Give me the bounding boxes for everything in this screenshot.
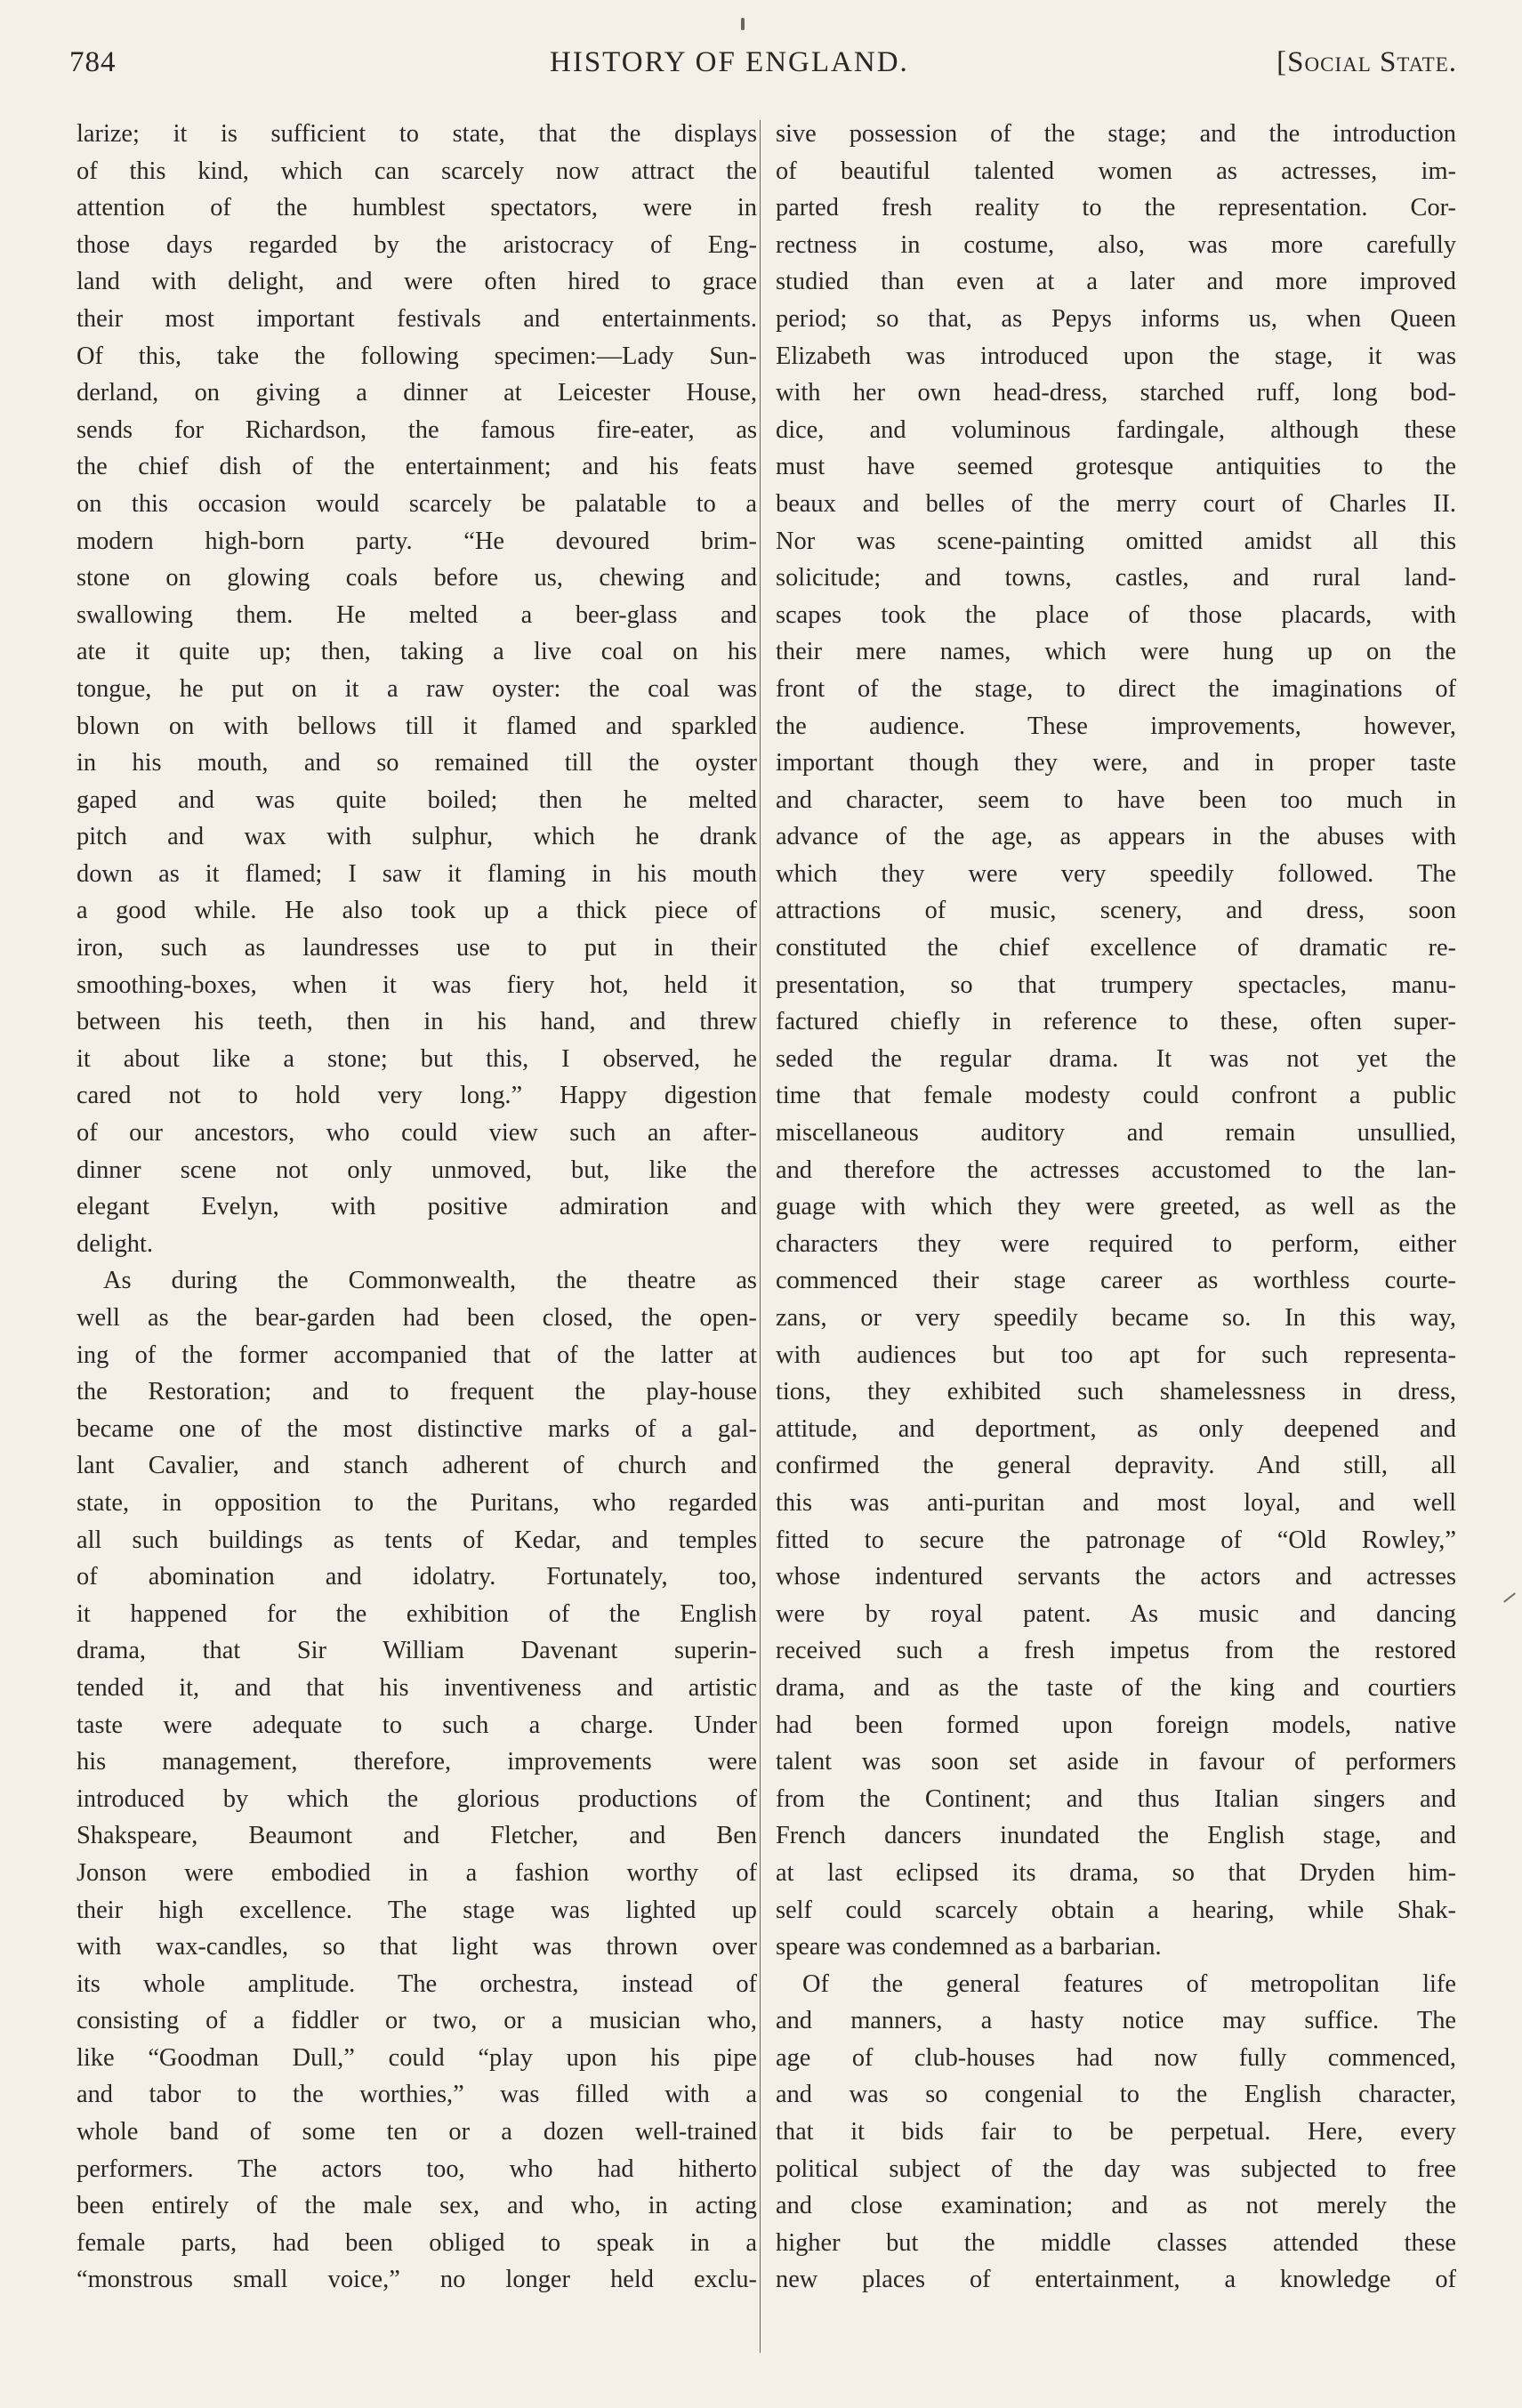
- left-column-line: their high excellence. The stage was lighted up: [77, 1896, 757, 1924]
- right-column-line: and character, seem to have been too much in: [776, 785, 1456, 814]
- left-column-line: a good while. He also took up a thick piece of: [77, 897, 757, 925]
- right-column-line: age of club-houses had now fully commenced,: [776, 2043, 1456, 2072]
- running-title: HISTORY OF ENGLAND.: [550, 46, 909, 78]
- right-column-line: beaux and belles of the merry court of Charles II.: [776, 489, 1456, 518]
- left-column-line: iron, such as laundresses use to put in their: [77, 934, 757, 962]
- left-column-line: whole band of some ten or a dozen well-trained: [77, 2118, 757, 2146]
- left-column-line: became one of the most distinctive marks of a gal-: [77, 1414, 757, 1443]
- right-column-line: higher but the middle classes attended these: [776, 2228, 1456, 2257]
- left-column-line: Shakspeare, Beaumont and Fletcher, and Ben: [77, 1822, 757, 1850]
- left-column-line: swallowing them. He melted a beer-glass and: [77, 600, 757, 629]
- right-column-line: time that female modesty could confront a public: [776, 1082, 1456, 1110]
- right-column-line: the audience. These improvements, however,: [776, 712, 1456, 740]
- right-column-line: and manners, a hasty notice may suffice. The: [776, 2007, 1456, 2035]
- left-column-line: tongue, he put on it a raw oyster: the coal was: [77, 674, 757, 703]
- left-column-line: in his mouth, and so remained till the oyster: [77, 749, 757, 777]
- left-column-line: sends for Richardson, the famous fire-eater, as: [77, 415, 757, 444]
- left-column-line: ate it quite up; then, taking a live coal on his: [77, 638, 757, 666]
- right-column-line: and therefore the actresses accustomed to the lan-: [776, 1156, 1456, 1184]
- left-column-line: introduced by which the glorious productions of: [77, 1784, 757, 1813]
- right-column-line: which they were very speedily followed. The: [776, 859, 1456, 888]
- right-column-line: had been formed upon foreign models, native: [776, 1711, 1456, 1739]
- page-number: 784: [69, 46, 117, 78]
- left-column-line: all such buildings as tents of Kedar, and temples: [77, 1526, 757, 1554]
- right-column-line: Nor was scene-painting omitted amidst all this: [776, 527, 1456, 555]
- margin-mark: [1503, 1592, 1516, 1602]
- left-column-line: blown on with bellows till it flamed and sparkled: [77, 712, 757, 740]
- left-text-column: [77, 116, 757, 2299]
- right-column-line: of beautiful talented women as actresses, im-: [776, 157, 1456, 185]
- right-column-line: French dancers inundated the English stage, and: [776, 1822, 1456, 1850]
- right-column-line: Elizabeth was introduced upon the stage, it was: [776, 342, 1456, 370]
- left-column-line: modern high-born party. “He devoured brim-: [77, 527, 757, 555]
- left-column-line: gaped and was quite boiled; then he melted: [77, 785, 757, 814]
- left-column-line: female parts, had been obliged to speak in a: [77, 2228, 757, 2257]
- right-column-line: political subject of the day was subjected to free: [776, 2154, 1456, 2183]
- left-column-line: pitch and wax with sulphur, which he drank: [77, 823, 757, 851]
- left-column-line: it about like a stone; but this, I observed, he: [77, 1044, 757, 1073]
- left-column-line: lant Cavalier, and stanch adherent of church and: [77, 1452, 757, 1480]
- left-column-line: land with delight, and were often hired to grace: [77, 268, 757, 296]
- running-header: [69, 46, 1457, 100]
- right-column-line: confirmed the general depravity. And still, all: [776, 1452, 1456, 1480]
- left-column-line: tended it, and that his inventiveness and artistic: [77, 1673, 757, 1702]
- left-column-line: attention of the humblest spectators, were in: [77, 194, 757, 222]
- right-column-line: characters they were required to perform, either: [776, 1229, 1456, 1258]
- left-column-line: delight.: [77, 1229, 153, 1258]
- left-column-line: those days regarded by the aristocracy of Eng-: [77, 230, 757, 259]
- right-column-line: advance of the age, as appears in the abuses with: [776, 823, 1456, 851]
- left-column-line: dinner scene not only unmoved, but, like the: [77, 1156, 757, 1184]
- right-column-line: Of the general features of metropolitan life: [802, 1969, 1456, 1998]
- right-column-line: guage with which they were greeted, as well as the: [776, 1193, 1456, 1221]
- left-column-line: its whole amplitude. The orchestra, instead of: [77, 1969, 757, 1998]
- right-column-line: talent was soon set aside in favour of performers: [776, 1748, 1456, 1776]
- left-column-line: it happened for the exhibition of the English: [77, 1599, 757, 1628]
- right-column-line: must have seemed grotesque antiquities to the: [776, 453, 1456, 481]
- right-column-line: front of the stage, to direct the imaginations of: [776, 674, 1456, 703]
- left-column-line: state, in opposition to the Puritans, who regarded: [77, 1488, 757, 1517]
- left-column-line: larize; it is sufficient to state, that the displays: [77, 120, 757, 148]
- left-column-line: like “Goodman Dull,” could “play upon his pipe: [77, 2043, 757, 2072]
- left-column-line: between his teeth, then in his hand, and threw: [77, 1008, 757, 1036]
- right-column-line: with audiences but too apt for such representa-: [776, 1341, 1456, 1369]
- right-column-line: important though they were, and in proper taste: [776, 749, 1456, 777]
- right-column-line: and close examination; and as not merely the: [776, 2192, 1456, 2220]
- left-column-line: performers. The actors too, who had hitherto: [77, 2154, 757, 2183]
- section-label: [Social State.: [1276, 46, 1457, 78]
- top-margin-mark: [741, 18, 745, 30]
- left-column-line: Of this, take the following specimen:—Lady Sun-: [77, 342, 757, 370]
- left-column-line: on this occasion would scarcely be palatable to a: [77, 489, 757, 518]
- right-column-line: factured chiefly in reference to these, often super-: [776, 1008, 1456, 1036]
- right-column-line: fitted to secure the patronage of “Old Rowley,”: [776, 1526, 1456, 1554]
- left-column-line: of abomination and idolatry. Fortunately, too,: [77, 1563, 757, 1591]
- right-column-line: at last eclipsed its drama, so that Dryden him-: [776, 1858, 1456, 1887]
- right-column-line: speare was condemned as a barbarian.: [776, 1933, 1162, 1961]
- right-column-line: were by royal patent. As music and dancing: [776, 1599, 1456, 1628]
- right-column-line: dice, and voluminous fardingale, although these: [776, 415, 1456, 444]
- right-column-line: studied than even at a later and more improved: [776, 268, 1456, 296]
- right-column-line: parted fresh reality to the representation. Cor-: [776, 194, 1456, 222]
- right-column-line: rectness in costume, also, was more carefully: [776, 230, 1456, 259]
- left-column-line: of our ancestors, who could view such an after-: [77, 1119, 757, 1148]
- right-column-line: attitude, and deportment, as only deepened and: [776, 1414, 1456, 1443]
- left-column-line: the chief dish of the entertainment; and his feats: [77, 453, 757, 481]
- left-column-line: As during the Commonwealth, the theatre as: [103, 1267, 757, 1295]
- left-column-line: well as the bear-garden had been closed, the open-: [77, 1304, 757, 1332]
- left-column-line: smoothing-boxes, when it was fiery hot, held it: [77, 970, 757, 999]
- left-column-line: with wax-candles, so that light was thrown over: [77, 1933, 757, 1961]
- right-column-line: attractions of music, scenery, and dress, soon: [776, 897, 1456, 925]
- left-column-line: the Restoration; and to frequent the play-house: [77, 1378, 757, 1406]
- left-column-line: Jonson were embodied in a fashion worthy of: [77, 1858, 757, 1887]
- right-column-line: self could scarcely obtain a hearing, while Shak-: [776, 1896, 1456, 1924]
- right-column-line: and was so congenial to the English character,: [776, 2081, 1456, 2109]
- left-column-line: cared not to hold very long.” Happy digestion: [77, 1082, 757, 1110]
- left-column-line: consisting of a fiddler or two, or a musician who,: [77, 2007, 757, 2035]
- right-column-line: commenced their stage career as worthless courte-: [776, 1267, 1456, 1295]
- left-column-line: ing of the former accompanied that of the latter at: [77, 1341, 757, 1369]
- right-column-line: scapes took the place of those placards, with: [776, 600, 1456, 629]
- right-column-line: from the Continent; and thus Italian singers and: [776, 1784, 1456, 1813]
- right-column-line: sive possession of the stage; and the introduction: [776, 120, 1456, 148]
- right-column-line: drama, and as the taste of the king and courtiers: [776, 1673, 1456, 1702]
- right-column-line: new places of entertainment, a knowledge of: [776, 2266, 1456, 2294]
- right-column-line: tions, they exhibited such shamelessness in dress,: [776, 1378, 1456, 1406]
- right-column-line: whose indentured servants the actors and actresses: [776, 1563, 1456, 1591]
- left-column-line: “monstrous small voice,” no longer held exclu-: [77, 2266, 757, 2294]
- left-column-line: drama, that Sir William Davenant superin-: [77, 1637, 757, 1665]
- right-column-line: period; so that, as Pepys informs us, when Queen: [776, 304, 1456, 333]
- right-column-line: seded the regular drama. It was not yet the: [776, 1044, 1456, 1073]
- left-column-line: been entirely of the male sex, and who, in acting: [77, 2192, 757, 2220]
- left-column-line: their most important festivals and entertainments.: [77, 304, 757, 333]
- left-column-line: of this kind, which can scarcely now attract the: [77, 157, 757, 185]
- right-text-column: [776, 116, 1456, 2299]
- left-column-line: elegant Evelyn, with positive admiration and: [77, 1193, 757, 1221]
- right-column-line: with her own head-dress, starched ruff, long bod-: [776, 379, 1456, 407]
- right-column-line: constituted the chief excellence of dramatic re-: [776, 934, 1456, 962]
- right-column-line: solicitude; and towns, castles, and rural land-: [776, 564, 1456, 592]
- left-column-line: stone on glowing coals before us, chewing and: [77, 564, 757, 592]
- left-column-line: derland, on giving a dinner at Leicester House,: [77, 379, 757, 407]
- left-column-line: down as it flamed; I saw it flaming in his mouth: [77, 859, 757, 888]
- left-column-line: taste were adequate to such a charge. Under: [77, 1711, 757, 1739]
- right-column-line: presentation, so that trumpery spectacles, manu-: [776, 970, 1456, 999]
- right-column-line: that it bids fair to be perpetual. Here, every: [776, 2118, 1456, 2146]
- right-column-line: this was anti-puritan and most loyal, and well: [776, 1488, 1456, 1517]
- column-divider: [760, 120, 761, 2353]
- left-column-line: his management, therefore, improvements were: [77, 1748, 757, 1776]
- right-column-line: their mere names, which were hung up on the: [776, 638, 1456, 666]
- right-column-line: zans, or very speedily became so. In this way,: [776, 1304, 1456, 1332]
- left-column-line: and tabor to the worthies,” was filled with a: [77, 2081, 757, 2109]
- right-column-line: miscellaneous auditory and remain unsullied,: [776, 1119, 1456, 1148]
- right-column-line: received such a fresh impetus from the restored: [776, 1637, 1456, 1665]
